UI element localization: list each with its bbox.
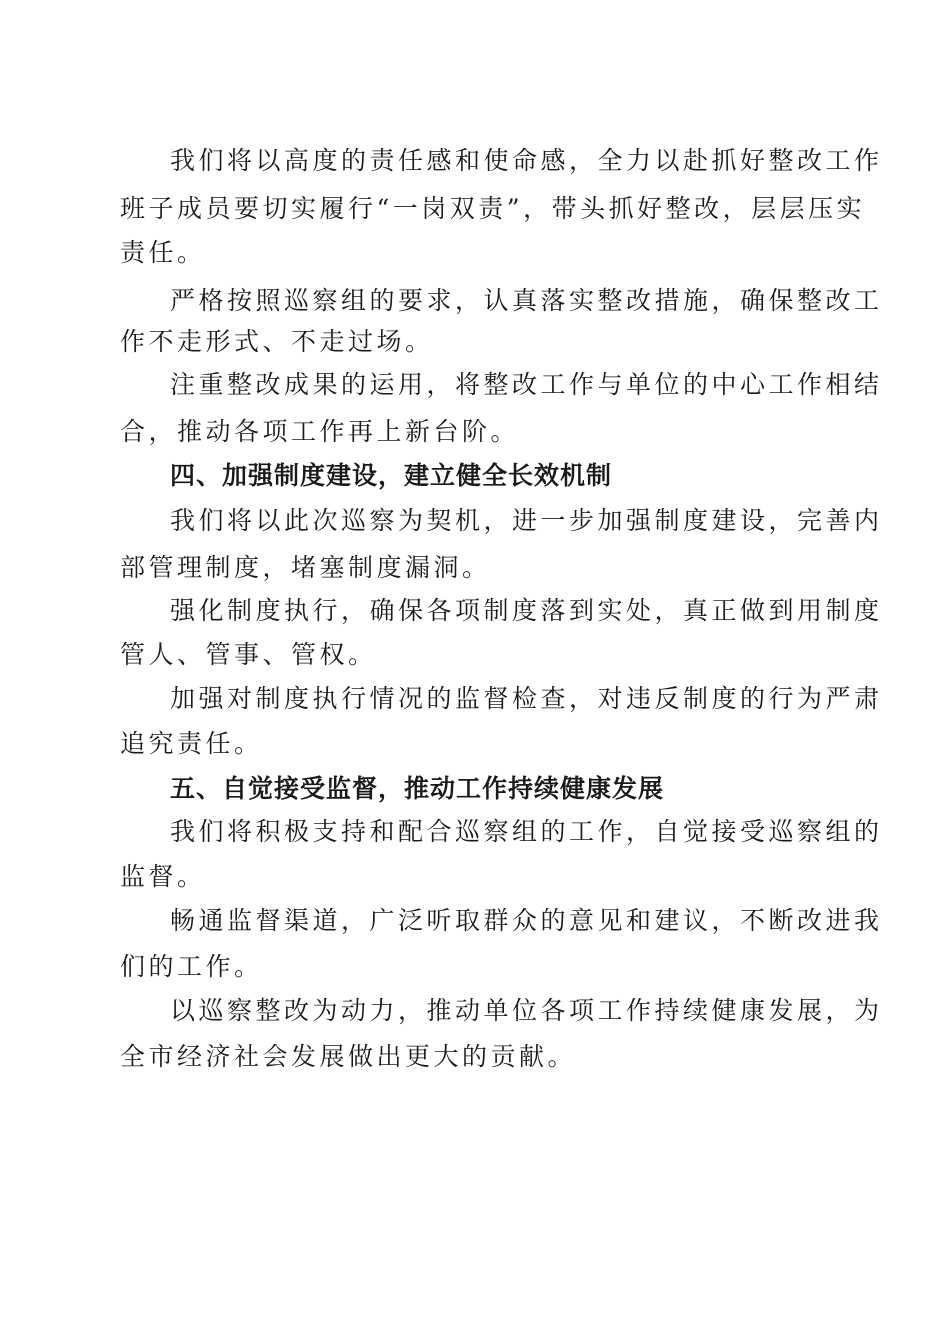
paragraph-line: 合，推动各项工作再上新台阶。 xyxy=(120,417,520,446)
paragraph-line: 班子成员要切实履行“一岗双责”，带头抓好整改，层层压实 xyxy=(120,194,866,223)
paragraph-line: 责任。 xyxy=(120,238,206,267)
paragraph-line: 监督。 xyxy=(120,862,206,891)
paragraph-line: 追究责任。 xyxy=(120,729,263,758)
paragraph-line: 全市经济社会发展做出更大的贡献。 xyxy=(120,1042,577,1071)
section-heading: 五、自觉接受监督，推动工作持续健康发展 xyxy=(170,774,665,803)
paragraph-line: 部管理制度，堵塞制度漏洞。 xyxy=(120,553,491,582)
paragraph-line: 严格按照巡察组的要求，认真落实整改措施，确保整改工 xyxy=(170,286,883,315)
paragraph-line: 我们将以此次巡察为契机，进一步加强制度建设，完善内 xyxy=(170,506,883,535)
paragraph-line: 畅通监督渠道，广泛听取群众的意见和建议，不断改进我 xyxy=(170,906,883,935)
paragraph-line: 注重整改成果的运用，将整改工作与单位的中心工作相结 xyxy=(170,370,883,399)
paragraph-line: 管人、管事、管权。 xyxy=(120,640,377,669)
paragraph-line: 我们将以高度的责任感和使命感，全力以赴抓好整改工作 xyxy=(170,146,883,175)
paragraph-line: 强化制度执行，确保各项制度落到实处，真正做到用制度 xyxy=(170,596,883,625)
paragraph-line: 作不走形式、不走过场。 xyxy=(120,327,434,356)
paragraph-line: 我们将积极支持和配合巡察组的工作，自觉接受巡察组的 xyxy=(170,817,883,846)
section-heading: 四、加强制度建设，建立健全长效机制 xyxy=(170,461,613,490)
paragraph-line: 们的工作。 xyxy=(120,952,263,981)
paragraph-line: 加强对制度执行情况的监督检查，对违反制度的行为严肃 xyxy=(170,684,883,713)
paragraph-line: 以巡察整改为动力，推动单位各项工作持续健康发展，为 xyxy=(170,996,883,1025)
